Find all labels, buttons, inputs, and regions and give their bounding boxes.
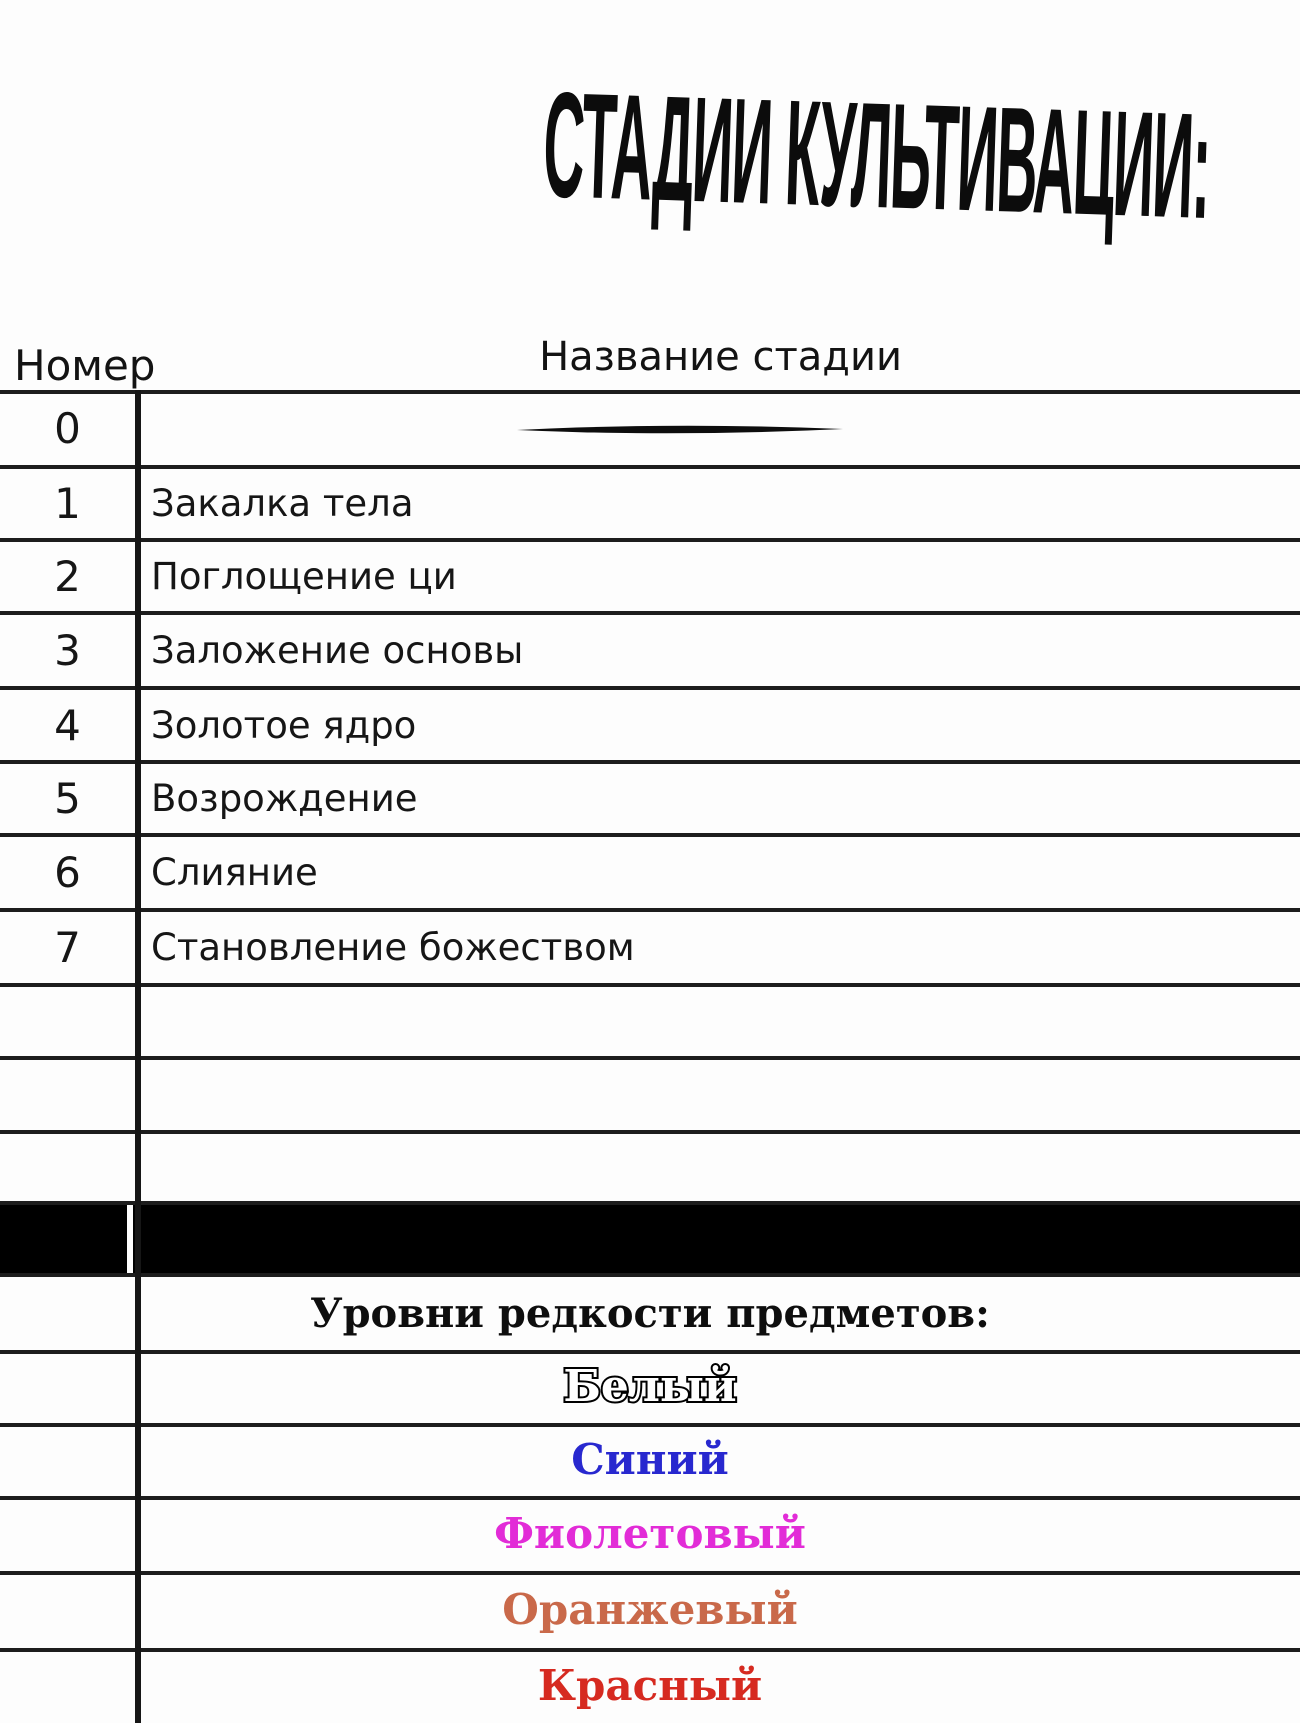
row-number-cell xyxy=(0,985,135,1058)
table-row xyxy=(0,910,1300,985)
table-row-empty xyxy=(0,985,1300,1058)
table-line xyxy=(0,465,1300,469)
rarity-level-red: Красный xyxy=(537,1661,763,1710)
rarity-level-white: Белый xyxy=(563,1361,737,1412)
table-row-empty xyxy=(0,1132,1300,1203)
table-line xyxy=(0,686,1300,690)
table-row xyxy=(0,467,1300,540)
row-number-cell: 3 xyxy=(54,626,81,675)
table-line xyxy=(0,1496,1300,1500)
rarity-level-blue: Синий xyxy=(571,1435,729,1484)
row-name-cell: Закалка тела xyxy=(151,482,414,525)
table-line xyxy=(0,983,1300,987)
row-name-cell xyxy=(135,1058,1300,1132)
table-line xyxy=(0,611,1300,615)
table-line xyxy=(0,1648,1300,1652)
table-row xyxy=(0,835,1300,910)
table-line xyxy=(0,1056,1300,1060)
column-header-number: Номер xyxy=(14,341,156,390)
table-line xyxy=(0,908,1300,912)
table-line xyxy=(0,1350,1300,1354)
row-number-cell: 2 xyxy=(54,552,81,601)
column-header-stage-name: Название стадии xyxy=(539,334,902,380)
table-line xyxy=(0,1423,1300,1427)
row-name-cell xyxy=(135,985,1300,1058)
section-divider-bar xyxy=(0,1205,1300,1273)
table-line xyxy=(0,1571,1300,1575)
rarity-level-violet: Фиолетовый xyxy=(494,1509,806,1558)
row-name-cell xyxy=(135,1132,1300,1203)
table-line xyxy=(0,538,1300,542)
row-name-cell: Поглощение ци xyxy=(151,555,457,598)
rarity-section-title: Уровни редкости предметов: xyxy=(310,1290,990,1337)
rarity-level-orange: Оранжевый xyxy=(502,1585,798,1634)
table-row xyxy=(0,762,1300,835)
table-line xyxy=(0,1273,1300,1277)
row-number-cell: 7 xyxy=(54,923,81,972)
page-title: СТАДИИ КУЛЬТИВАЦИИ: xyxy=(540,60,1213,250)
row-number-cell xyxy=(0,1058,135,1132)
row-name-cell: Становление божеством xyxy=(151,926,635,969)
row-number-cell: 6 xyxy=(54,848,81,897)
row-number-cell: 4 xyxy=(54,700,81,750)
row-number-cell xyxy=(0,1132,135,1203)
table-line xyxy=(0,760,1300,764)
table-line xyxy=(0,1130,1300,1134)
row-name-cell: Слияние xyxy=(151,851,318,894)
table-row xyxy=(0,688,1300,762)
table-line xyxy=(0,833,1300,837)
section-divider-bar-gap xyxy=(127,1205,133,1273)
row-number-cell: 5 xyxy=(54,774,81,823)
title-wrap xyxy=(0,60,1300,250)
table-row xyxy=(0,613,1300,688)
table-row-empty xyxy=(0,1058,1300,1132)
table-row xyxy=(0,540,1300,613)
row-name-cell: Золотое ядро xyxy=(151,703,417,747)
table-line xyxy=(0,1201,1300,1205)
no-stage-dash xyxy=(515,423,845,437)
row-number-cell: 1 xyxy=(54,479,81,528)
row-name-cell: Заложение основы xyxy=(151,629,524,672)
column-divider-line xyxy=(135,390,141,1723)
table-top-line xyxy=(0,390,1300,394)
row-name-cell: Возрождение xyxy=(151,777,418,820)
row-number-cell: 0 xyxy=(54,404,81,453)
